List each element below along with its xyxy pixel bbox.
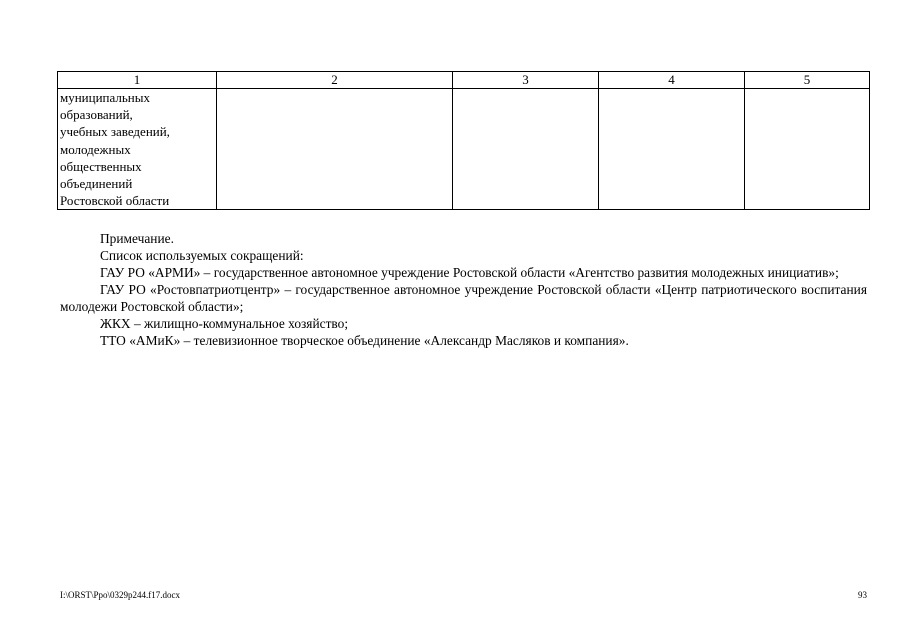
data-table	[57, 71, 870, 210]
cell-text-line: учебных заведений,	[60, 124, 170, 140]
cell-text-line: муниципальных	[60, 90, 151, 105]
table-cell-col1	[58, 89, 217, 210]
footer-file-path: I:\ORST\Ppo\0329p244.f17.docx	[60, 590, 181, 600]
cell-text-line: объединений	[60, 176, 133, 192]
header-cell-5: 5	[745, 72, 870, 89]
abbreviations-list-title: Список используемых сокращений:	[100, 248, 304, 263]
abbreviation-item: ГАУ РО «Ростовпатриотцентр» – государственное автономное учреждение Ростовской области «Центр патриотического воспитания молодежи Ростовской области»;	[60, 282, 867, 314]
cell-text-line: образований,	[60, 107, 133, 123]
cell-text-line: общественных	[60, 158, 142, 174]
abbreviation-item: ГАУ РО «АРМИ» – государственное автономное учреждение Ростовской области «Агентство развития молодежных инициатив»;	[100, 265, 839, 280]
notes-heading: Примечание.	[100, 231, 174, 246]
header-cell-2: 2	[217, 72, 453, 89]
header-cell-1: 1	[58, 72, 217, 89]
table-cell-col5	[745, 89, 870, 210]
table-header-row	[58, 72, 870, 89]
cell-text-line: Ростовской области	[60, 193, 170, 209]
abbreviation-item: ЖКХ – жилищно-коммунальное хозяйство;	[100, 316, 349, 331]
footer-page-number: 93	[858, 590, 867, 600]
notes-section	[60, 230, 867, 349]
abbreviation-item: ТТО «АМиК» – телевизионное творческое объединение «Александр Масляков и компания».	[100, 333, 629, 348]
table-cell-col4	[599, 89, 745, 210]
cell-text-line: молодежных	[60, 141, 131, 157]
table-cell-col3	[453, 89, 599, 210]
table-row	[58, 89, 870, 210]
table-cell-col2	[217, 89, 453, 210]
header-cell-3: 3	[453, 72, 599, 89]
header-cell-4: 4	[599, 72, 745, 89]
